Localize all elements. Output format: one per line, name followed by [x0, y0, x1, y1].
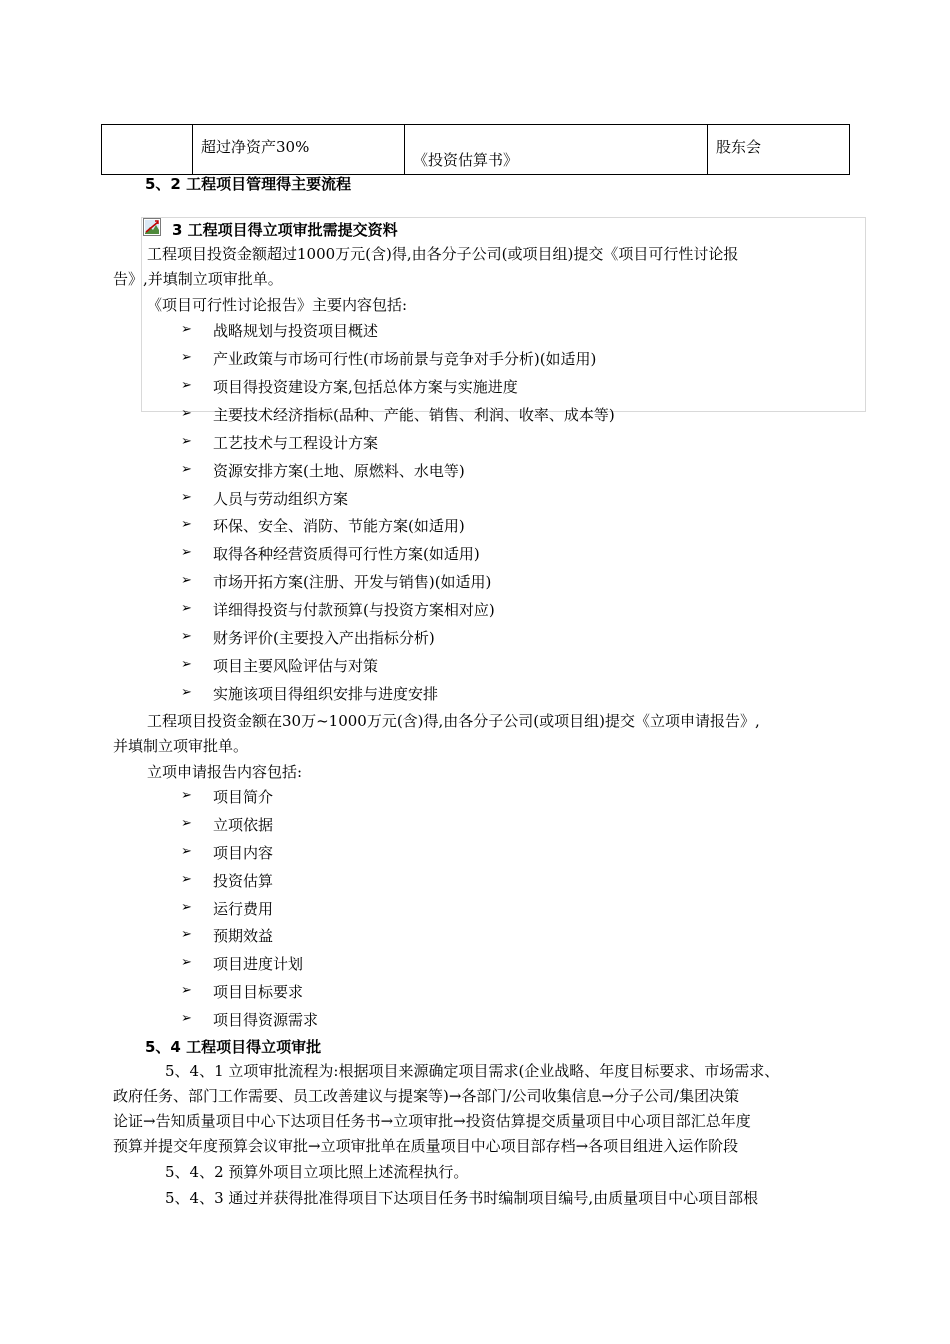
- bullet-icon: ➢: [181, 350, 192, 365]
- bullet-icon: ➢: [181, 517, 192, 532]
- bullet-icon: ➢: [181, 872, 192, 887]
- bullet-icon: ➢: [181, 900, 192, 915]
- paragraph-line: 工程项目投资金额超过1000万元(含)得,由各分子公司(或项目组)提交《项目可行性讨论报: [147, 245, 739, 263]
- list-item: 环保、安全、消防、节能方案(如适用): [213, 517, 465, 535]
- paragraph-line: 政府任务、部门工作需要、员工改善建议与提案等)→各部门/公司收集信息→分子公司/集团决策: [113, 1087, 740, 1105]
- paragraph-line: 预算并提交年度预算会议审批→立项审批单在质量项目中心项目部存档→各项目组进入运作阶段: [113, 1137, 739, 1155]
- list-item: 产业政策与市场可行性(市场前景与竞争对手分析)(如适用): [213, 350, 597, 368]
- table-cell: [102, 125, 193, 175]
- bullet-icon: ➢: [181, 955, 192, 970]
- table-cell-document: 《投资估算书》: [405, 125, 708, 175]
- bullet-icon: ➢: [181, 462, 192, 477]
- bullet-icon: ➢: [181, 685, 192, 700]
- list-item: 运行费用: [213, 900, 274, 918]
- list-item: 财务评价(主要投入产出指标分析): [213, 629, 435, 647]
- bullet-icon: ➢: [181, 573, 192, 588]
- bullet-icon: ➢: [181, 657, 192, 672]
- paragraph-intro: 立项申请报告内容包括:: [147, 763, 303, 781]
- paragraph-line: 并填制立项审批单。: [113, 737, 249, 755]
- bullet-icon: ➢: [181, 816, 192, 831]
- list-item: 预期效益: [213, 927, 274, 945]
- list-item: 详细得投资与付款预算(与投资方案相对应): [213, 601, 495, 619]
- list-item: 投资估算: [213, 872, 274, 890]
- bullet-icon: ➢: [181, 927, 192, 942]
- paragraph-line: 5、4、2 预算外项目立项比照上述流程执行。: [165, 1163, 469, 1181]
- bullet-icon: ➢: [181, 1011, 192, 1026]
- paragraph-line: 论证→告知质量项目中心下达项目任务书→立项审批→投资估算提交质量项目中心项目部汇总年度: [113, 1112, 751, 1130]
- bullet-icon: ➢: [181, 434, 192, 449]
- paragraph-line: 工程项目投资金额在30万~1000万元(含)得,由各分子公司(或项目组)提交《立项申请报告》,: [147, 712, 760, 730]
- paragraph-line: 5、4、3 通过并获得批准得项目下达项目任务书时编制项目编号,由质量项目中心项目部根: [165, 1189, 759, 1207]
- list-item: 项目得资源需求: [213, 1011, 319, 1029]
- section-heading-5-4: 5、4 工程项目得立项审批: [145, 1038, 322, 1056]
- bullet-icon: ➢: [181, 788, 192, 803]
- list-item: 工艺技术与工程设计方案: [213, 434, 379, 452]
- list-item: 项目进度计划: [213, 955, 304, 973]
- paragraph-line: 5、4、1 立项审批流程为:根据项目来源确定项目需求(企业战略、年度目标要求、市场需求、: [165, 1062, 780, 1080]
- broken-image-icon: [143, 218, 161, 236]
- list-item: 资源安排方案(土地、原燃料、水电等): [213, 462, 465, 480]
- list-item: 实施该项目得组织安排与进度安排: [213, 685, 439, 703]
- section-heading-5-3: 3 工程项目得立项审批需提交资料: [172, 221, 398, 239]
- list-item: 战略规划与投资项目概述: [213, 322, 379, 340]
- list-item: 项目主要风险评估与对策: [213, 657, 379, 675]
- paragraph-intro: 《项目可行性讨论报告》主要内容包括:: [147, 296, 408, 314]
- bullet-icon: ➢: [181, 406, 192, 421]
- bullet-icon: ➢: [181, 629, 192, 644]
- list-item: 项目得投资建设方案,包括总体方案与实施进度: [213, 378, 518, 396]
- paragraph-line: 告》,并填制立项审批单。: [113, 270, 283, 288]
- list-item: 市场开拓方案(注册、开发与销售)(如适用): [213, 573, 492, 591]
- bullet-icon: ➢: [181, 983, 192, 998]
- bullet-icon: ➢: [181, 490, 192, 505]
- list-item: 主要技术经济指标(品种、产能、销售、利润、收率、成本等): [213, 406, 615, 424]
- table-cell-threshold: 超过净资产30%: [193, 125, 405, 175]
- bullet-icon: ➢: [181, 378, 192, 393]
- list-item: 项目简介: [213, 788, 274, 806]
- bullet-icon: ➢: [181, 322, 192, 337]
- section-heading-5-2: 5、2 工程项目管理得主要流程: [145, 175, 352, 193]
- list-item: 项目内容: [213, 844, 274, 862]
- list-item: 项目目标要求: [213, 983, 304, 1001]
- list-item: 立项依据: [213, 816, 274, 834]
- bullet-icon: ➢: [181, 601, 192, 616]
- table-row: [102, 125, 850, 175]
- approval-table: [101, 124, 850, 175]
- list-item: 取得各种经营资质得可行性方案(如适用): [213, 545, 480, 563]
- list-item: 人员与劳动组织方案: [213, 490, 349, 508]
- bullet-icon: ➢: [181, 545, 192, 560]
- bullet-icon: ➢: [181, 844, 192, 859]
- table-cell-approver: 股东会: [708, 125, 850, 175]
